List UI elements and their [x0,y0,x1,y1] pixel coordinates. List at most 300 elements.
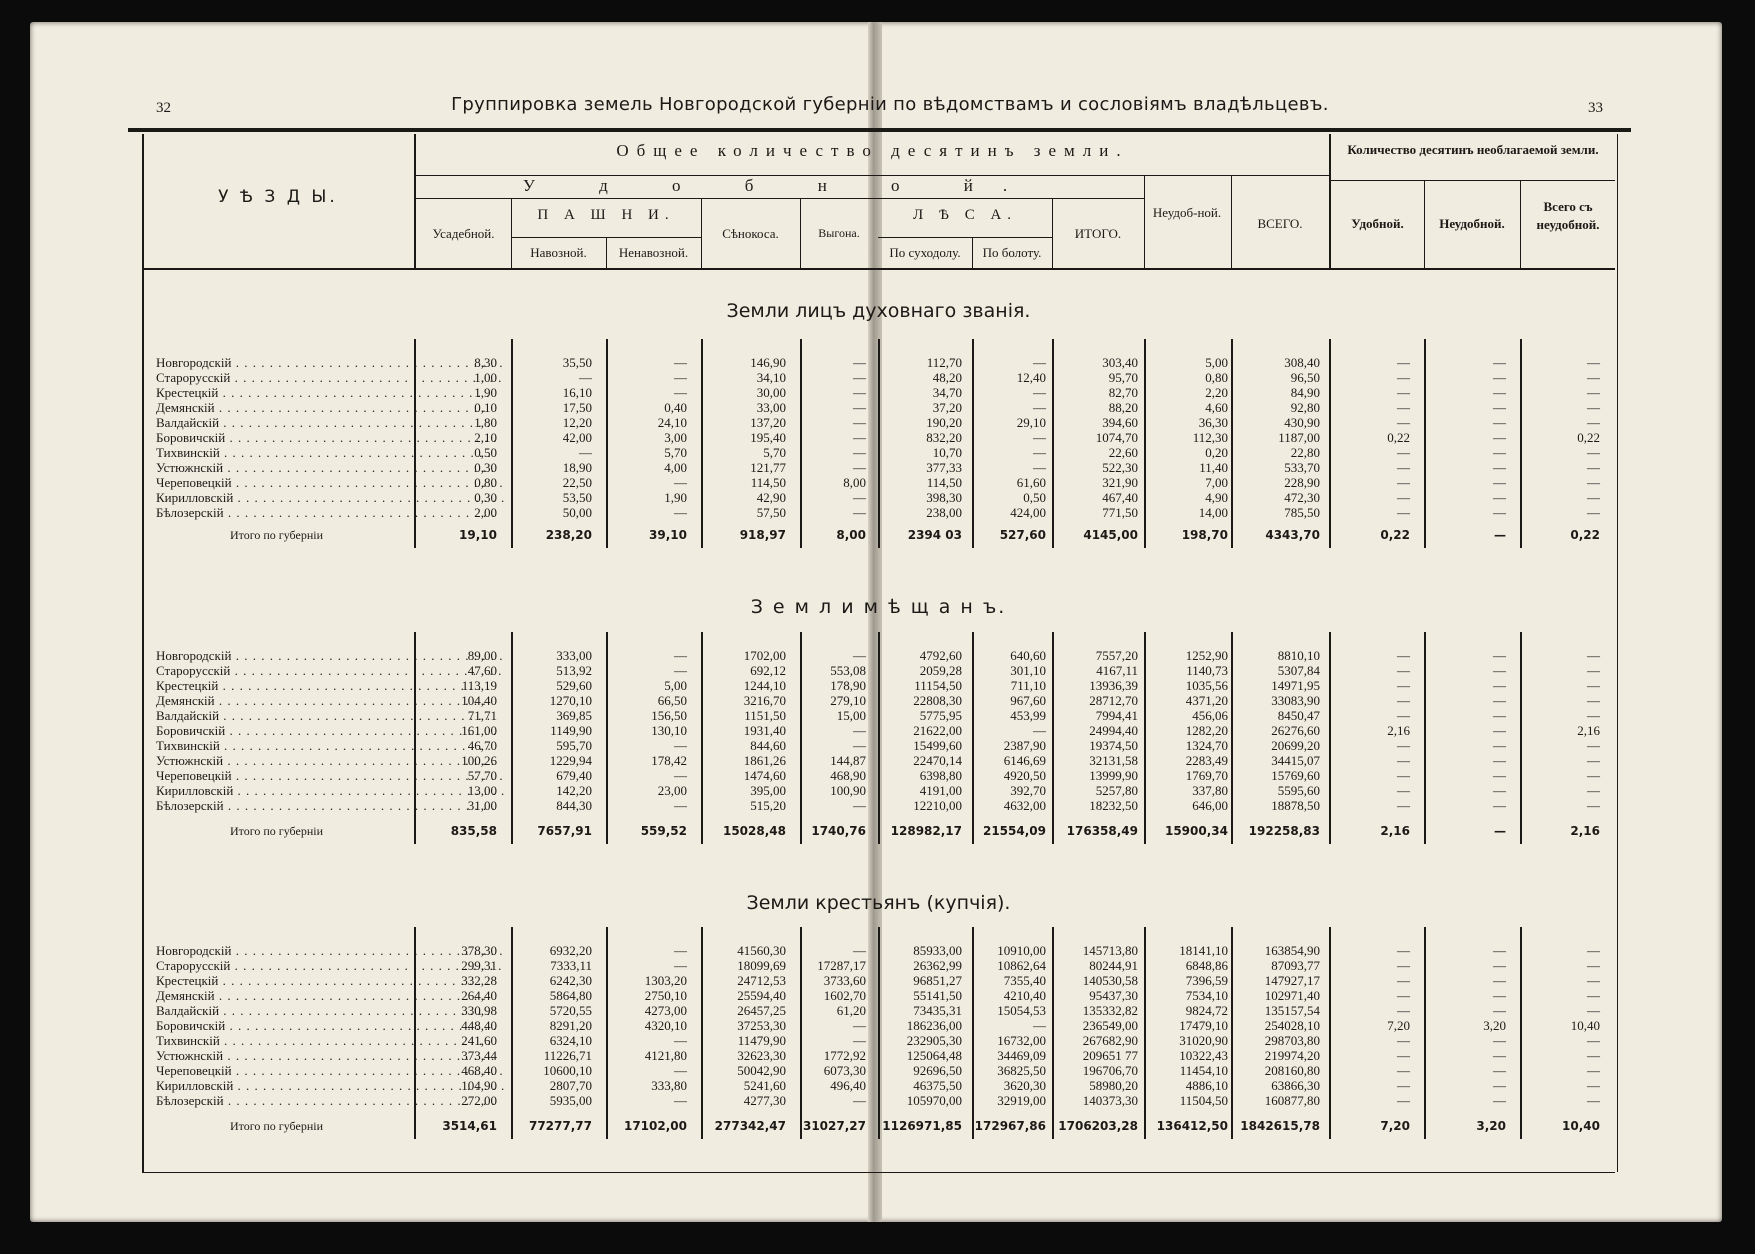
table-cell: — [1397,370,1410,385]
table-cell: — [1493,663,1506,678]
table-cell: 80244,91 [1089,958,1138,973]
total-cell: 7657,91 [537,824,592,838]
table-cell: 430,90 [1284,415,1320,430]
table-cell: 0,30 [474,460,497,475]
header-senokosa: Сѣнокоса. [722,226,779,241]
table-cell: 1,90 [664,490,687,505]
header-neoblag-neudobnoy: Неудобной. [1439,216,1505,231]
table-cell: 5,00 [664,678,687,693]
table-cell: 1,00 [474,370,497,385]
total-cell: 1842615,78 [1240,1119,1320,1133]
table-cell: 32623,30 [737,1048,786,1063]
table-cell: 190,20 [926,415,962,430]
district-name: Демянскій . . . [156,988,551,1003]
table-cell: 10,40 [1570,1018,1600,1033]
table-cell: 392,70 [1010,783,1046,798]
total-cell: 238,20 [545,528,592,542]
table-cell: 15499,60 [913,738,962,753]
table-cell: 967,60 [1010,693,1046,708]
table-cell: 8,30 [474,355,497,370]
table-cell: 1187,00 [1278,430,1320,445]
table-cell: — [1493,693,1506,708]
table-cell: 1769,70 [1185,768,1228,783]
table-cell: 254028,10 [1264,1018,1320,1033]
table-cell: 22808,30 [913,693,962,708]
table-cell: 238,00 [926,505,962,520]
table-cell: 135157,54 [1264,1003,1320,1018]
table-cell: — [1397,943,1410,958]
table-cell: 10322,43 [1179,1048,1228,1063]
table-cell: — [1033,355,1046,370]
table-cell: 692,12 [750,663,786,678]
table-cell: — [1033,445,1046,460]
total-cell: 15900,34 [1164,824,1228,838]
district-name: Череповецкій . . . [156,475,551,490]
table-cell: — [1493,988,1506,1003]
table-cell: 11154,50 [914,678,962,693]
table-cell: — [1587,958,1600,973]
table-cell: 22,60 [1108,445,1138,460]
table-cell: 6073,30 [823,1063,866,1078]
table-cell: 241,60 [461,1033,497,1048]
table-cell: 6398,80 [919,768,962,783]
table-cell: — [1493,415,1506,430]
header-po-bolotu: По болоту. [982,245,1042,260]
table-cell: 1,80 [474,415,497,430]
table-cell: 36,30 [1198,415,1228,430]
table-row [142,415,1615,430]
table-cell: — [1493,648,1506,663]
table-cell: 8291,20 [549,1018,592,1033]
table-cell: 4792,60 [919,648,962,663]
table-cell: 18,90 [562,460,592,475]
table-cell: 1282,20 [1185,723,1228,738]
district-name: Крестецкій . . . [156,678,551,693]
table-cell: — [1493,958,1506,973]
table-cell: 13999,90 [1089,768,1138,783]
table-cell: 29,10 [1016,415,1046,430]
table-cell: 112,30 [1192,430,1228,445]
table-cell: 88,20 [1108,400,1138,415]
section-title-peasants: Земли крестьянъ (купчія). [746,892,1011,914]
table-cell: 2283,49 [1185,753,1228,768]
table-cell: — [1587,1078,1600,1093]
table-cell: 308,40 [1284,355,1320,370]
total-cell: 15028,48 [722,824,786,838]
table-cell: 61,20 [836,1003,866,1018]
table-cell: — [674,1063,687,1078]
table-cell: 46375,50 [913,1078,962,1093]
table-cell: 26276,60 [1271,723,1320,738]
table-cell: 7994,41 [1095,708,1138,723]
table-cell: 0,30 [474,490,497,505]
district-name: Бѣлозерскій . . . [156,798,551,813]
table-cell: — [853,505,866,520]
district-name: Старорусскій . . . [156,370,551,385]
district-name: Валдайскій . . . [156,1003,551,1018]
table-cell: — [853,370,866,385]
table-cell: — [853,738,866,753]
table-cell: 22,80 [1290,445,1320,460]
table-cell: 163854,90 [1264,943,1320,958]
table-cell: 4886,10 [1185,1078,1228,1093]
district-name: Новгородскій . . . [156,355,551,370]
total-cell: 2,16 [1570,824,1600,838]
table-cell: — [1397,738,1410,753]
table-cell: 1252,90 [1185,648,1228,663]
table-cell: 84,90 [1290,385,1320,400]
table-cell: 0,40 [664,400,687,415]
header-usadebnoy: Усадебной. [432,226,495,241]
table-cell: 24,10 [657,415,687,430]
table-cell: 114,50 [750,475,786,490]
table-cell: 100,90 [830,783,866,798]
total-cell: 136412,50 [1156,1119,1228,1133]
table-cell: 1303,20 [644,973,687,988]
table-cell: — [1493,400,1506,415]
table-cell: 1931,40 [743,723,786,738]
table-cell: — [1493,943,1506,958]
total-cell: 1740,76 [811,824,866,838]
table-cell: 330,98 [461,1003,497,1018]
table-cell: 125064,48 [906,1048,962,1063]
table-cell: 144,87 [830,753,866,768]
table-cell: — [1587,1033,1600,1048]
table-cell: 31020,90 [1179,1033,1228,1048]
table-cell: 1861,26 [743,753,786,768]
table-cell: 41560,30 [737,943,786,958]
table-row [142,400,1615,415]
table-cell: 18878,50 [1271,798,1320,813]
table-cell: 140530,58 [1082,973,1138,988]
table-cell: 12,20 [562,415,592,430]
table-cell: 369,85 [556,708,592,723]
table-cell: — [1493,355,1506,370]
table-row [142,475,1615,490]
table-cell: 71,71 [467,708,497,723]
table-cell: 332,28 [461,973,497,988]
table-cell: 6324,10 [549,1033,592,1048]
table-cell: 2387,90 [1003,738,1046,753]
table-row [142,973,1615,988]
table-cell: 2,20 [1205,385,1228,400]
table-cell: 4632,00 [1003,798,1046,813]
table-cell: — [1493,783,1506,798]
table-cell: 57,70 [467,768,497,783]
table-cell: 5775,95 [919,708,962,723]
table-cell: 303,40 [1102,355,1138,370]
district-name: Новгородскій . . . [156,648,551,663]
header-vygona: Выгона. [818,226,860,240]
table-row [142,768,1615,783]
table-cell: — [1397,490,1410,505]
district-name: Валдайскій . . . [156,415,551,430]
table-cell: 137,20 [750,415,786,430]
table-cell: 6848,86 [1185,958,1228,973]
table-cell: 85933,00 [913,943,962,958]
district-name: Боровичскій . . . [156,723,551,738]
total-cell: 4343,70 [1265,528,1320,542]
table-cell: 1,90 [474,385,497,400]
table-cell: 57,50 [756,505,786,520]
table-cell: 63866,30 [1271,1078,1320,1093]
table-cell: 0,80 [474,475,497,490]
table-cell: 1702,00 [743,648,786,663]
table-cell: — [1587,663,1600,678]
table-cell: — [1397,400,1410,415]
district-name: Боровичскій . . . [156,1018,551,1033]
table-cell: — [1493,738,1506,753]
table-row [142,430,1615,445]
table-cell: 0,22 [1577,430,1600,445]
table-cell: 13,00 [467,783,497,798]
table-cell: 20699,20 [1271,738,1320,753]
table-cell: — [1493,475,1506,490]
table-cell: — [1587,943,1600,958]
table-cell: 113,19 [461,678,497,693]
table-cell: 424,00 [1010,505,1046,520]
table-cell: 0,20 [1205,445,1228,460]
table-cell: 18232,50 [1089,798,1138,813]
table-cell: 398,30 [926,490,962,505]
table-cell: 7534,10 [1185,988,1228,1003]
table-cell: 32919,00 [997,1093,1046,1108]
table-cell: 34415,07 [1271,753,1320,768]
table-cell: — [1587,708,1600,723]
table-row [142,663,1615,678]
table-cell: 6146,69 [1003,753,1046,768]
table-cell: — [853,648,866,663]
table-cell: 161,00 [461,723,497,738]
table-cell: 333,00 [556,648,592,663]
table-cell: — [1397,1048,1410,1063]
table-cell: 66,50 [657,693,687,708]
table-cell: 7333,11 [550,958,592,973]
table-row [142,988,1615,1003]
table-cell: 529,60 [556,678,592,693]
table-cell: 42,00 [562,430,592,445]
right-page-number: 33 [1588,100,1603,116]
table-cell: 12210,00 [913,798,962,813]
table-cell: 7,20 [1387,1018,1410,1033]
table-cell: — [853,385,866,400]
table-cell: 34,10 [756,370,786,385]
table-cell: 55141,50 [913,988,962,1003]
table-cell: 18141,10 [1179,943,1228,958]
table-cell: 4320,10 [644,1018,687,1033]
table-cell: 679,40 [556,768,592,783]
table-cell: — [674,798,687,813]
table-cell: 18099,69 [737,958,786,973]
table-cell: — [853,460,866,475]
table-cell: — [1493,490,1506,505]
table-cell: 30,00 [756,385,786,400]
table-cell: 208160,80 [1264,1063,1320,1078]
table-cell: — [1493,708,1506,723]
table-cell: 17,50 [562,400,592,415]
table-cell: 10,70 [932,445,962,460]
table-cell: 267682,90 [1082,1033,1138,1048]
table-cell: — [674,1033,687,1048]
table-cell: — [1587,973,1600,988]
table-cell: 0,10 [474,400,497,415]
table-cell: 5935,00 [549,1093,592,1108]
table-cell: — [1587,490,1600,505]
table-cell: 87093,77 [1271,958,1320,973]
table-cell: — [853,943,866,958]
table-cell: 4277,30 [743,1093,786,1108]
total-cell: — [1494,824,1506,838]
table-cell: — [1587,738,1600,753]
table-cell: 14,00 [1198,505,1228,520]
table-cell: — [853,355,866,370]
district-name: Старорусскій . . . [156,663,551,678]
table-cell: 1149,90 [550,723,592,738]
table-cell: — [1587,505,1600,520]
table-cell: 5,70 [664,445,687,460]
table-cell: 22470,14 [913,753,962,768]
table-cell: 3216,70 [743,693,786,708]
district-name: Череповецкій . . . [156,1063,551,1078]
table-cell: 844,30 [556,798,592,813]
title-right: по вѣдомствамъ и сословіямъ владѣльцевъ. [893,94,1329,115]
table-row [142,1018,1615,1033]
table-cell: 7396,59 [1185,973,1228,988]
table-cell: 453,99 [1010,708,1046,723]
table-cell: 468,40 [461,1063,497,1078]
table-cell: 5257,80 [1095,783,1138,798]
total-row [142,824,1615,839]
table-cell: — [1587,988,1600,1003]
table-cell: 135332,82 [1082,1003,1138,1018]
header-lesa: Л Ѣ С А. [912,207,1018,223]
table-cell: 22,50 [562,475,592,490]
table-row [142,1003,1615,1018]
table-cell: — [1397,1003,1410,1018]
table-cell: — [1587,1003,1600,1018]
table-cell: 711,10 [1010,678,1046,693]
district-name: Кирилловскій . . . [156,490,551,505]
table-cell: 32131,58 [1089,753,1138,768]
total-cell: 4145,00 [1083,528,1138,542]
table-cell: 553,08 [830,663,866,678]
table-cell: 48,20 [932,370,962,385]
table-cell: — [1493,1033,1506,1048]
table-cell: 5720,55 [549,1003,592,1018]
district-name: Крестецкій . . . [156,385,551,400]
table-cell: — [1397,708,1410,723]
table-cell: 145713,80 [1082,943,1138,958]
table-cell: — [1397,445,1410,460]
table-cell: — [1587,385,1600,400]
table-cell: 5307,84 [1277,663,1320,678]
table-cell: 5241,60 [743,1078,786,1093]
table-cell: 1140,73 [1186,663,1228,678]
table-cell: 533,70 [1284,460,1320,475]
table-cell: — [674,958,687,973]
table-cell: — [1493,1078,1506,1093]
table-cell: 321,90 [1102,475,1138,490]
total-cell: 7,20 [1380,1119,1410,1133]
table-cell: 785,50 [1284,505,1320,520]
table-cell: 46,70 [467,738,497,753]
table-cell: — [1033,1018,1046,1033]
district-name: Тихвинскій . . . [156,738,551,753]
table-cell: — [1397,958,1410,973]
table-cell: 1244,10 [743,678,786,693]
table-cell: 496,40 [830,1078,866,1093]
table-cell: 0,80 [1205,370,1228,385]
table-cell: — [674,663,687,678]
table-cell: 3,20 [1483,1018,1506,1033]
table-cell: 232905,30 [906,1033,962,1048]
table-row [142,798,1615,813]
district-name: Бѣлозерскій . . . [156,1093,551,1108]
total-cell: 128982,17 [890,824,962,838]
table-cell: — [1397,385,1410,400]
table-cell: 448,40 [461,1018,497,1033]
table-row [142,943,1615,958]
table-cell: — [1493,460,1506,475]
table-cell: 15769,60 [1271,768,1320,783]
table-cell: — [1493,1093,1506,1108]
table-cell: 1270,10 [549,693,592,708]
table-cell: 5864,80 [549,988,592,1003]
table-cell: — [1397,663,1410,678]
table-cell: 15,00 [836,708,866,723]
table-cell: 34469,09 [997,1048,1046,1063]
table-cell: 13936,39 [1089,678,1138,693]
table-row [142,693,1615,708]
table-cell: — [1587,370,1600,385]
table-cell: — [1587,1063,1600,1078]
table-cell: — [1397,798,1410,813]
bottom-rule [142,1172,1615,1173]
table-cell: 5595,60 [1277,783,1320,798]
total-cell: 527,60 [999,528,1046,542]
district-name: Устюжнскій . . . [156,460,551,475]
table-cell: — [1587,1048,1600,1063]
table-cell: 50042,90 [737,1063,786,1078]
table-cell: — [1587,798,1600,813]
total-label: Итого по губерніи [230,528,324,542]
table-row [142,370,1615,385]
table-cell: — [853,798,866,813]
table-cell: — [1493,370,1506,385]
total-cell: 1706203,28 [1058,1119,1138,1133]
table-cell: — [1587,648,1600,663]
table-cell: 28712,70 [1089,693,1138,708]
table-cell: — [579,445,592,460]
total-cell: 176358,49 [1066,824,1138,838]
table-cell: 47,60 [467,663,497,678]
table-cell: 89,00 [467,648,497,663]
table-cell: 832,20 [926,430,962,445]
header-neoblag-udobnoy: Удобной. [1351,216,1404,231]
district-name: Валдайскій . . . [156,708,551,723]
table-cell: 14971,95 [1271,678,1320,693]
table-cell: 2807,70 [549,1078,592,1093]
table-cell: — [1397,753,1410,768]
table-cell: 272,00 [461,1093,497,1108]
table-cell: 337,80 [1192,783,1228,798]
table-row [142,753,1615,768]
table-cell: — [853,430,866,445]
table-cell: — [853,400,866,415]
table-cell: 1324,70 [1185,738,1228,753]
table-cell: 377,33 [926,460,962,475]
table-cell: 12,40 [1016,370,1046,385]
